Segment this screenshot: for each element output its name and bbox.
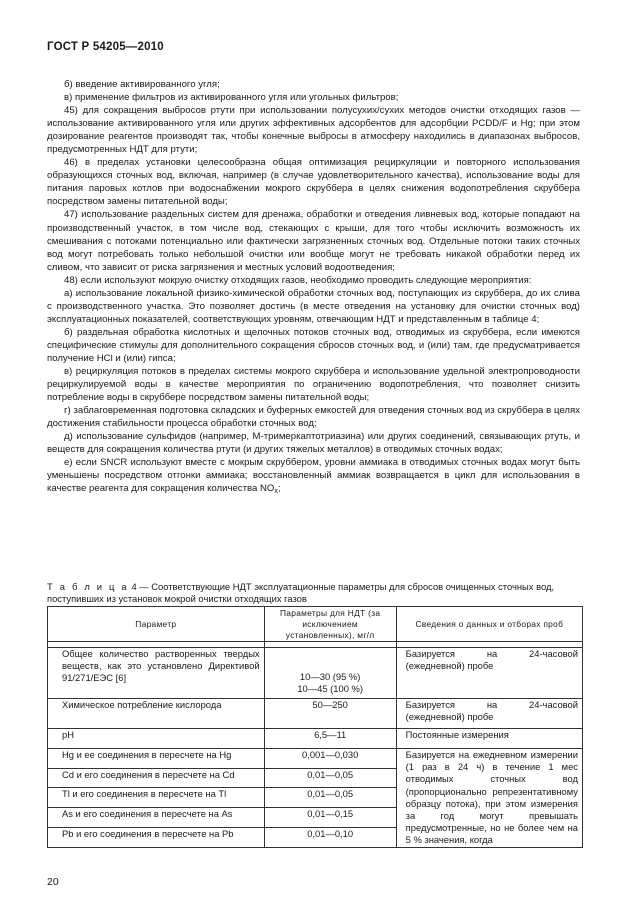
table-header-row	[48, 607, 583, 642]
table-cell: Базируется на ежедневном измерении (1 раз в 24 ч) в течение 1 мес отводимых сточных вод (пропорционально репрезентативному образцу потока), при этом измерения за год могут превышать предусмотренные, но не более чем на 5 % значения, когда	[396, 749, 582, 848]
table-cell: 10—30 (95 %) 10—45 (100 %)	[264, 648, 396, 699]
paragraph: б) раздельная обработка кислотных и щелочных потоков сточных вод, отводимых из скруббера, если имеются специфические стимулы для дополнительного сокращения сбросов сточных вод, и (или) там, где предусматривается получение HCl и (или) гипса;	[47, 326, 580, 364]
table-cell: 0,001—0,030	[264, 749, 396, 769]
table-cell: Общее количество растворенных твердых веществ, как это установлено Директивой 91/271/ЕЭС [6]	[48, 648, 265, 699]
table-row	[48, 749, 583, 769]
paragraph: б) введение активированного угля;	[64, 79, 220, 90]
table-cell: Базируется на 24-часовой (ежедневной) пробе	[396, 648, 582, 699]
paragraph: 46) в пределах установки целесообразна общая оптимизация рециркуляции и повторного использования образующихся сточных вод, включая, например (в случае удовлетворительного качества), использование воды для питания паровых котлов при водоснабжении мокрого скруббера в целях снижения водопотребления скруббера посредством замены питательной воды;	[47, 157, 580, 208]
table-cell: 0,01—0,15	[264, 808, 396, 828]
table-row	[48, 699, 583, 729]
table-row	[48, 648, 583, 699]
table-cell: 6,5—11	[264, 729, 396, 749]
paragraph: в) рециркуляция потоков в пределах системы мокрого скруббера и использование удельной электропроводности рециркулируемой воды в качестве мероприятия по ограничению водопотребления, что позволяет снизить потребление воды в скруббере посредством замены питательной воды;	[47, 366, 580, 404]
table-cell: Базируется на 24-часовой (ежедневной) пробе	[396, 699, 582, 729]
page-number: 20	[47, 876, 59, 888]
table-cell: 50—250	[264, 699, 396, 729]
paragraph: 45) для сокращения выбросов ртути при использовании полусухих/сухих методов очистки отходящих газов — использование активированного угля или других эффективных адсорбентов для адсорбции PCDD/F и Hg; при этом дозирование реагентов производят так, чтобы конечные выбросы в атмосферу находились в диапазонах выбросов, предусмотренных НДТ для ртути;	[47, 105, 580, 156]
table-row	[48, 729, 583, 749]
table-cell: Химическое потребление кислорода	[48, 699, 265, 729]
table-cell: Постоянные измерения	[396, 729, 582, 749]
column-header: Параметры для НДТ (за исключением установленных), мг/л	[264, 607, 396, 642]
table-cell: Hg и ее соединения в пересчете на Hg	[48, 749, 265, 769]
table-cell: Cd и его соединения в пересчете на Cd	[48, 768, 265, 788]
table-cell: 0,01—0,10	[264, 827, 396, 847]
table-cell: As и его соединения в пересчете на As	[48, 808, 265, 828]
table-cell: 0,01—0,05	[264, 768, 396, 788]
paragraph: а) использование локальной физико-химической обработки сточных вод, поступающих из скруббера, до их слива с производственного участка. Это позволяет достичь (в месте отведения на установку для очистки сточных вод) эксплуатационных показателей, соответствующих уровням, отвечающим НДТ и представленным в таблице 4;	[47, 287, 580, 325]
paragraph: в) применение фильтров из активированного угля или угольных фильтров;	[64, 92, 399, 104]
data-table	[47, 606, 583, 848]
table-cell: Tl и его соединения в пересчете на Tl	[48, 788, 265, 808]
paragraph: 47) использование раздельных систем для дренажа, обработки и отведения ливневых вод, которые попадают на производственный участок, в том числе вод, стекающих с крыши, для того чтобы исключить возможность их смешивания с потоками потенциально или фактически загрязненных сточных вод. Отдельные потоки таких сточных вод могут потребовать только небольшой очистки или вообще могут не требовать никакой обработки перед их сливом, что зависит от риска загрязнения и местных условий водоотведения;	[47, 209, 580, 273]
table-caption: Т а б л и ц а 4 — Соответствующие НДТ эксплуатационные параметры для сбросов очищенных сточных вод, поступивших из установок мокрой очистки отходящих газов	[47, 581, 555, 605]
paragraph: е) если SNCR используют вместе с мокрым скруббером, уровни аммиака в отводимых сточных водах могут быть уменьшены посредством отгонки аммиака; восстановленный аммиак возвращается в цикл для использования в качестве реагента для сокращения количества $NO_x$;	[47, 457, 580, 496]
table-cell: Pb и его соединения в пересчете на Pb	[48, 827, 265, 847]
table-cell: pH	[48, 729, 265, 749]
paragraph: д) использование сульфидов (например, М-тримеркаптотриазина) или других соединений, связывающих ртуть, и веществ для сокращения количества ртути (и других тяжелых металлов) в отводимых сточных водах;	[47, 431, 580, 456]
paragraph: г) заблаговременная подготовка складских и буферных емкостей для отведения сточных вод из скруббера в целях достижения стабильности процесса обработки сточных вод;	[47, 405, 580, 430]
paragraph: 48) если используют мокрую очистку отходящих газов, необходимо проводить следующие мероприятия:	[64, 274, 532, 286]
body-text	[47, 78, 580, 496]
document-header: ГОСТ Р 54205—2010	[47, 41, 164, 53]
column-header: Сведения о данных и отборах проб	[396, 607, 582, 642]
table-cell: 0,01—0,05	[264, 788, 396, 808]
column-header: Параметр	[48, 607, 265, 642]
